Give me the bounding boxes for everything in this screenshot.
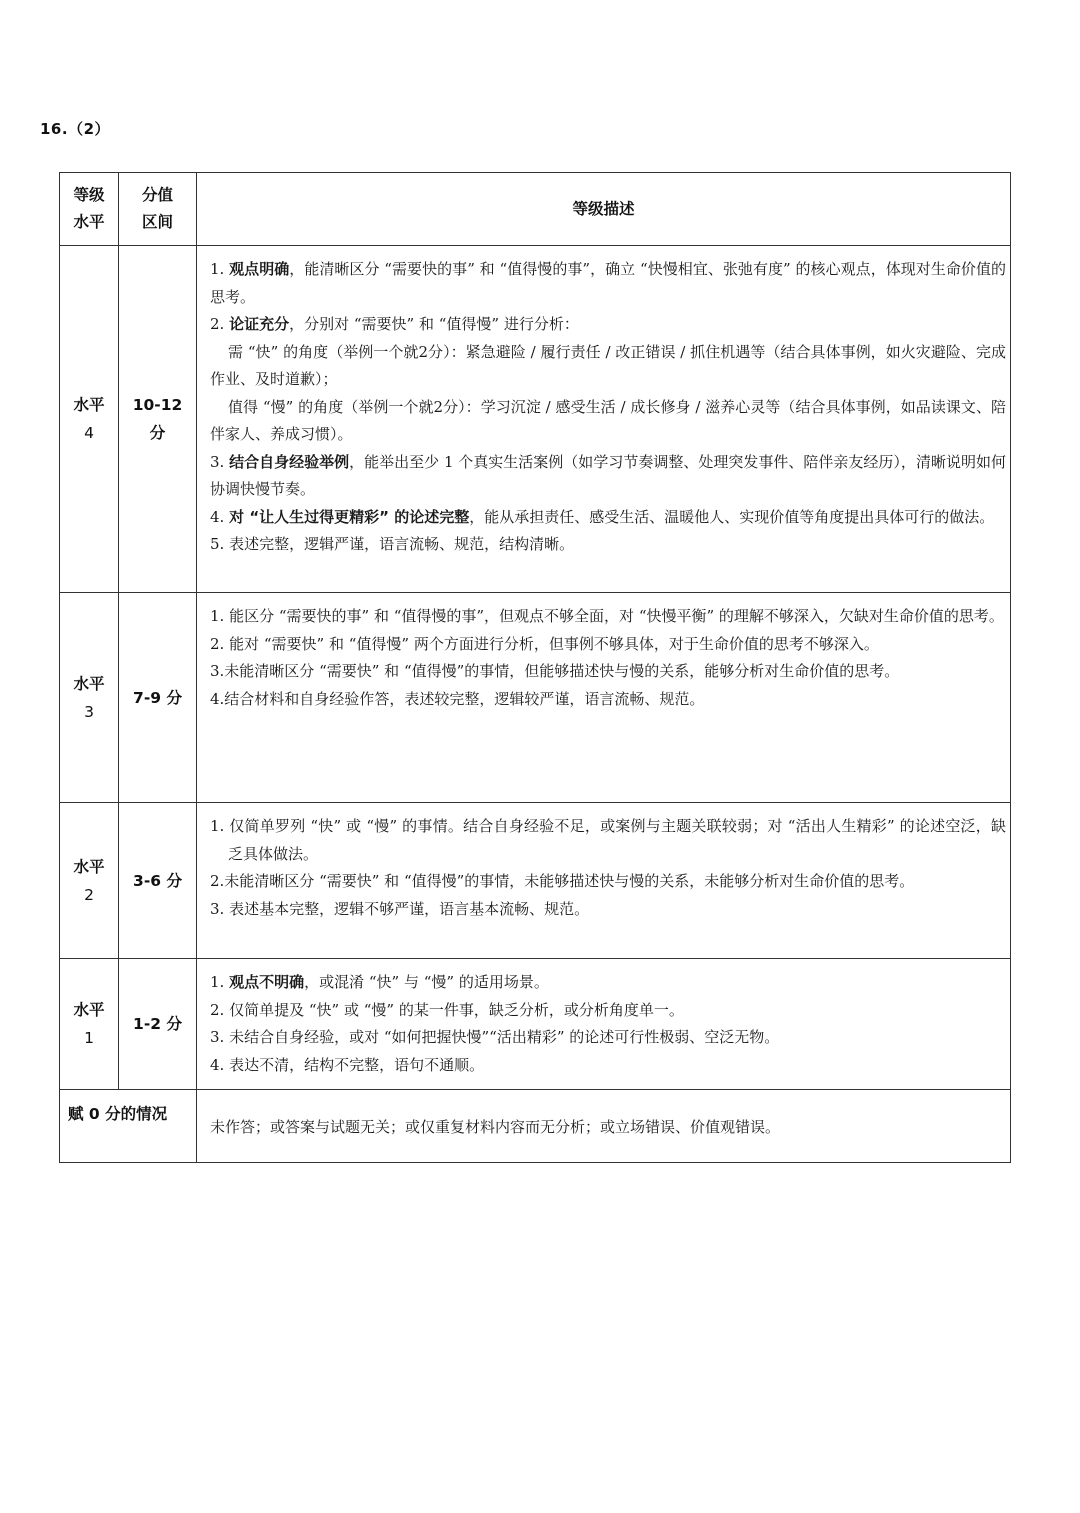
level-cell bbox=[60, 593, 119, 803]
item-number: 3. bbox=[210, 452, 230, 471]
description-line: 需 “快” 的角度（举例一个就2分）：紧急避险 / 履行责任 / 改正错误 / 抓住机遇等（结合具体事例，如火灾避险、完成作业、及时道歉）； bbox=[210, 342, 1006, 388]
question-number: 16.（2） bbox=[40, 120, 111, 138]
item-key-point: 观点不明确 bbox=[229, 973, 305, 991]
item-text: ，能从承担责任、感受生活、温暖他人、实现价值等角度提出具体可行的做法。 bbox=[469, 507, 995, 526]
score-line1: 1-2 分 bbox=[133, 1015, 182, 1033]
header-description: 等级描述 bbox=[197, 173, 1011, 246]
description-cell bbox=[197, 959, 1011, 1090]
item-key-point: 论证充分 bbox=[229, 315, 290, 333]
level-cell bbox=[60, 803, 119, 959]
level-name: 水平 bbox=[73, 857, 105, 876]
level-cell bbox=[60, 246, 119, 593]
description-line: 3. 表述基本完整，逻辑不够严谨，语言基本流畅、规范。 bbox=[210, 899, 590, 918]
table-row bbox=[60, 246, 1011, 593]
header-level-line1: 等级 bbox=[73, 186, 105, 204]
header-level-line2: 水平 bbox=[73, 213, 105, 231]
zero-score-description: 未作答；或答案与试题无关；或仅重复材料内容而无分析；或立场错误、价值观错误。 bbox=[197, 1090, 1011, 1163]
scoring-rubric-table bbox=[59, 172, 1011, 1163]
level-name: 水平 bbox=[73, 396, 105, 414]
score-line2: 分 bbox=[149, 424, 166, 442]
table-header-row bbox=[60, 173, 1011, 246]
description-line: 值得 “慢” 的角度（举例一个就2分）：学习沉淀 / 感受生活 / 成长修身 / 滋养心灵等（结合具体事例，如品读课文、陪伴家人、养成习惯）。 bbox=[210, 397, 1006, 443]
description-line bbox=[210, 969, 1006, 997]
level-number: 1 bbox=[84, 1029, 94, 1047]
item-number: 2. bbox=[210, 315, 230, 333]
level-number: 4 bbox=[84, 424, 94, 442]
item-text: ，能清晰区分 “需要快的事” 和 “值得慢的事”，确立 “快慢相宜、张弛有度” 的核心观点，体现对生命价值的思考。 bbox=[210, 260, 1006, 306]
header-score bbox=[119, 173, 197, 246]
level-name: 水平 bbox=[73, 674, 105, 693]
description-line: 2. 能对 “需要快” 和 “值得慢” 两个方面进行分析，但事例不够具体，对于生命价值的思考不够深入。 bbox=[210, 634, 879, 653]
score-cell bbox=[119, 959, 197, 1090]
description-line: 5. 表述完整，逻辑严谨，语言流畅、规范，结构清晰。 bbox=[210, 535, 575, 553]
description-cell bbox=[197, 803, 1011, 959]
table-row bbox=[60, 803, 1011, 959]
level-name: 水平 bbox=[73, 1001, 105, 1019]
description-line: 4. 表达不清，结构不完整，语句不通顺。 bbox=[210, 1055, 485, 1074]
description-line bbox=[210, 504, 1006, 532]
description-line: 1. 能区分 “需要快的事” 和 “值得慢的事”，但观点不够全面，对 “快慢平衡” 的理解不够深入，欠缺对生命价值的思考。 bbox=[210, 607, 1004, 625]
description-line: 2. 仅简单提及 “快” 或 “慢” 的某一件事，缺乏分析，或分析角度单一。 bbox=[210, 1000, 684, 1019]
description-line: 3.未能清晰区分 “需要快” 和 “值得慢”的事情，但能够描述快与慢的关系，能够分析对生命价值的思考。 bbox=[210, 662, 900, 680]
description-cell bbox=[197, 246, 1011, 593]
zero-score-label: 赋 0 分的情况 bbox=[60, 1090, 197, 1163]
score-cell bbox=[119, 803, 197, 959]
header-score-line2: 区间 bbox=[141, 213, 173, 231]
table-row bbox=[60, 593, 1011, 803]
item-number: 4. bbox=[210, 507, 230, 526]
score-cell bbox=[119, 593, 197, 803]
description-cell bbox=[197, 593, 1011, 803]
header-level bbox=[60, 173, 119, 246]
table-row-zero-score bbox=[60, 1090, 1011, 1163]
score-cell bbox=[119, 246, 197, 593]
level-number: 2 bbox=[84, 885, 94, 904]
item-key-point: 观点明确 bbox=[229, 260, 290, 278]
item-number: 1. bbox=[210, 260, 230, 278]
score-line1: 10-12 bbox=[132, 396, 183, 414]
description-line: 3. 未结合自身经验，或对 “如何把握快慢”“活出精彩” 的论述可行性极弱、空泛无物。 bbox=[210, 1028, 780, 1046]
score-line1: 7-9 分 bbox=[133, 688, 182, 707]
item-number: 1. bbox=[210, 973, 230, 991]
item-key-point: 结合自身经验举例 bbox=[229, 452, 350, 471]
level-cell bbox=[60, 959, 119, 1090]
item-text: ，或混淆 “快” 与 “慢” 的适用场景。 bbox=[304, 973, 549, 991]
header-score-line1: 分值 bbox=[141, 186, 173, 204]
item-text: ，分别对 “需要快” 和 “值得慢” 进行分析： bbox=[289, 315, 579, 333]
description-line bbox=[210, 256, 1006, 311]
level-number: 3 bbox=[84, 702, 94, 721]
description-line: 4.结合材料和自身经验作答，表述较完整，逻辑较严谨，语言流畅、规范。 bbox=[210, 689, 705, 708]
score-line1: 3-6 分 bbox=[133, 871, 182, 890]
description-line: 1. 仅简单罗列 “快” 或 “慢” 的事情。结合自身经验不足，或案例与主题关联较弱；对 “活出人生精彩” 的论述空泛，缺乏具体做法。 bbox=[210, 817, 1006, 863]
table-row bbox=[60, 959, 1011, 1090]
item-key-point: 对 “让人生过得更精彩” 的论述完整 bbox=[229, 507, 470, 526]
description-line bbox=[210, 311, 1006, 339]
item-text: ，能举出至少 1 个真实生活案例（如学习节奏调整、处理突发事件、陪伴亲友经历），清晰说明如何协调快慢节奏。 bbox=[210, 452, 1006, 498]
description-line: 2.未能清晰区分 “需要快” 和 “值得慢”的事情，未能够描述快与慢的关系，未能够分析对生命价值的思考。 bbox=[210, 872, 915, 890]
description-line bbox=[210, 449, 1006, 504]
